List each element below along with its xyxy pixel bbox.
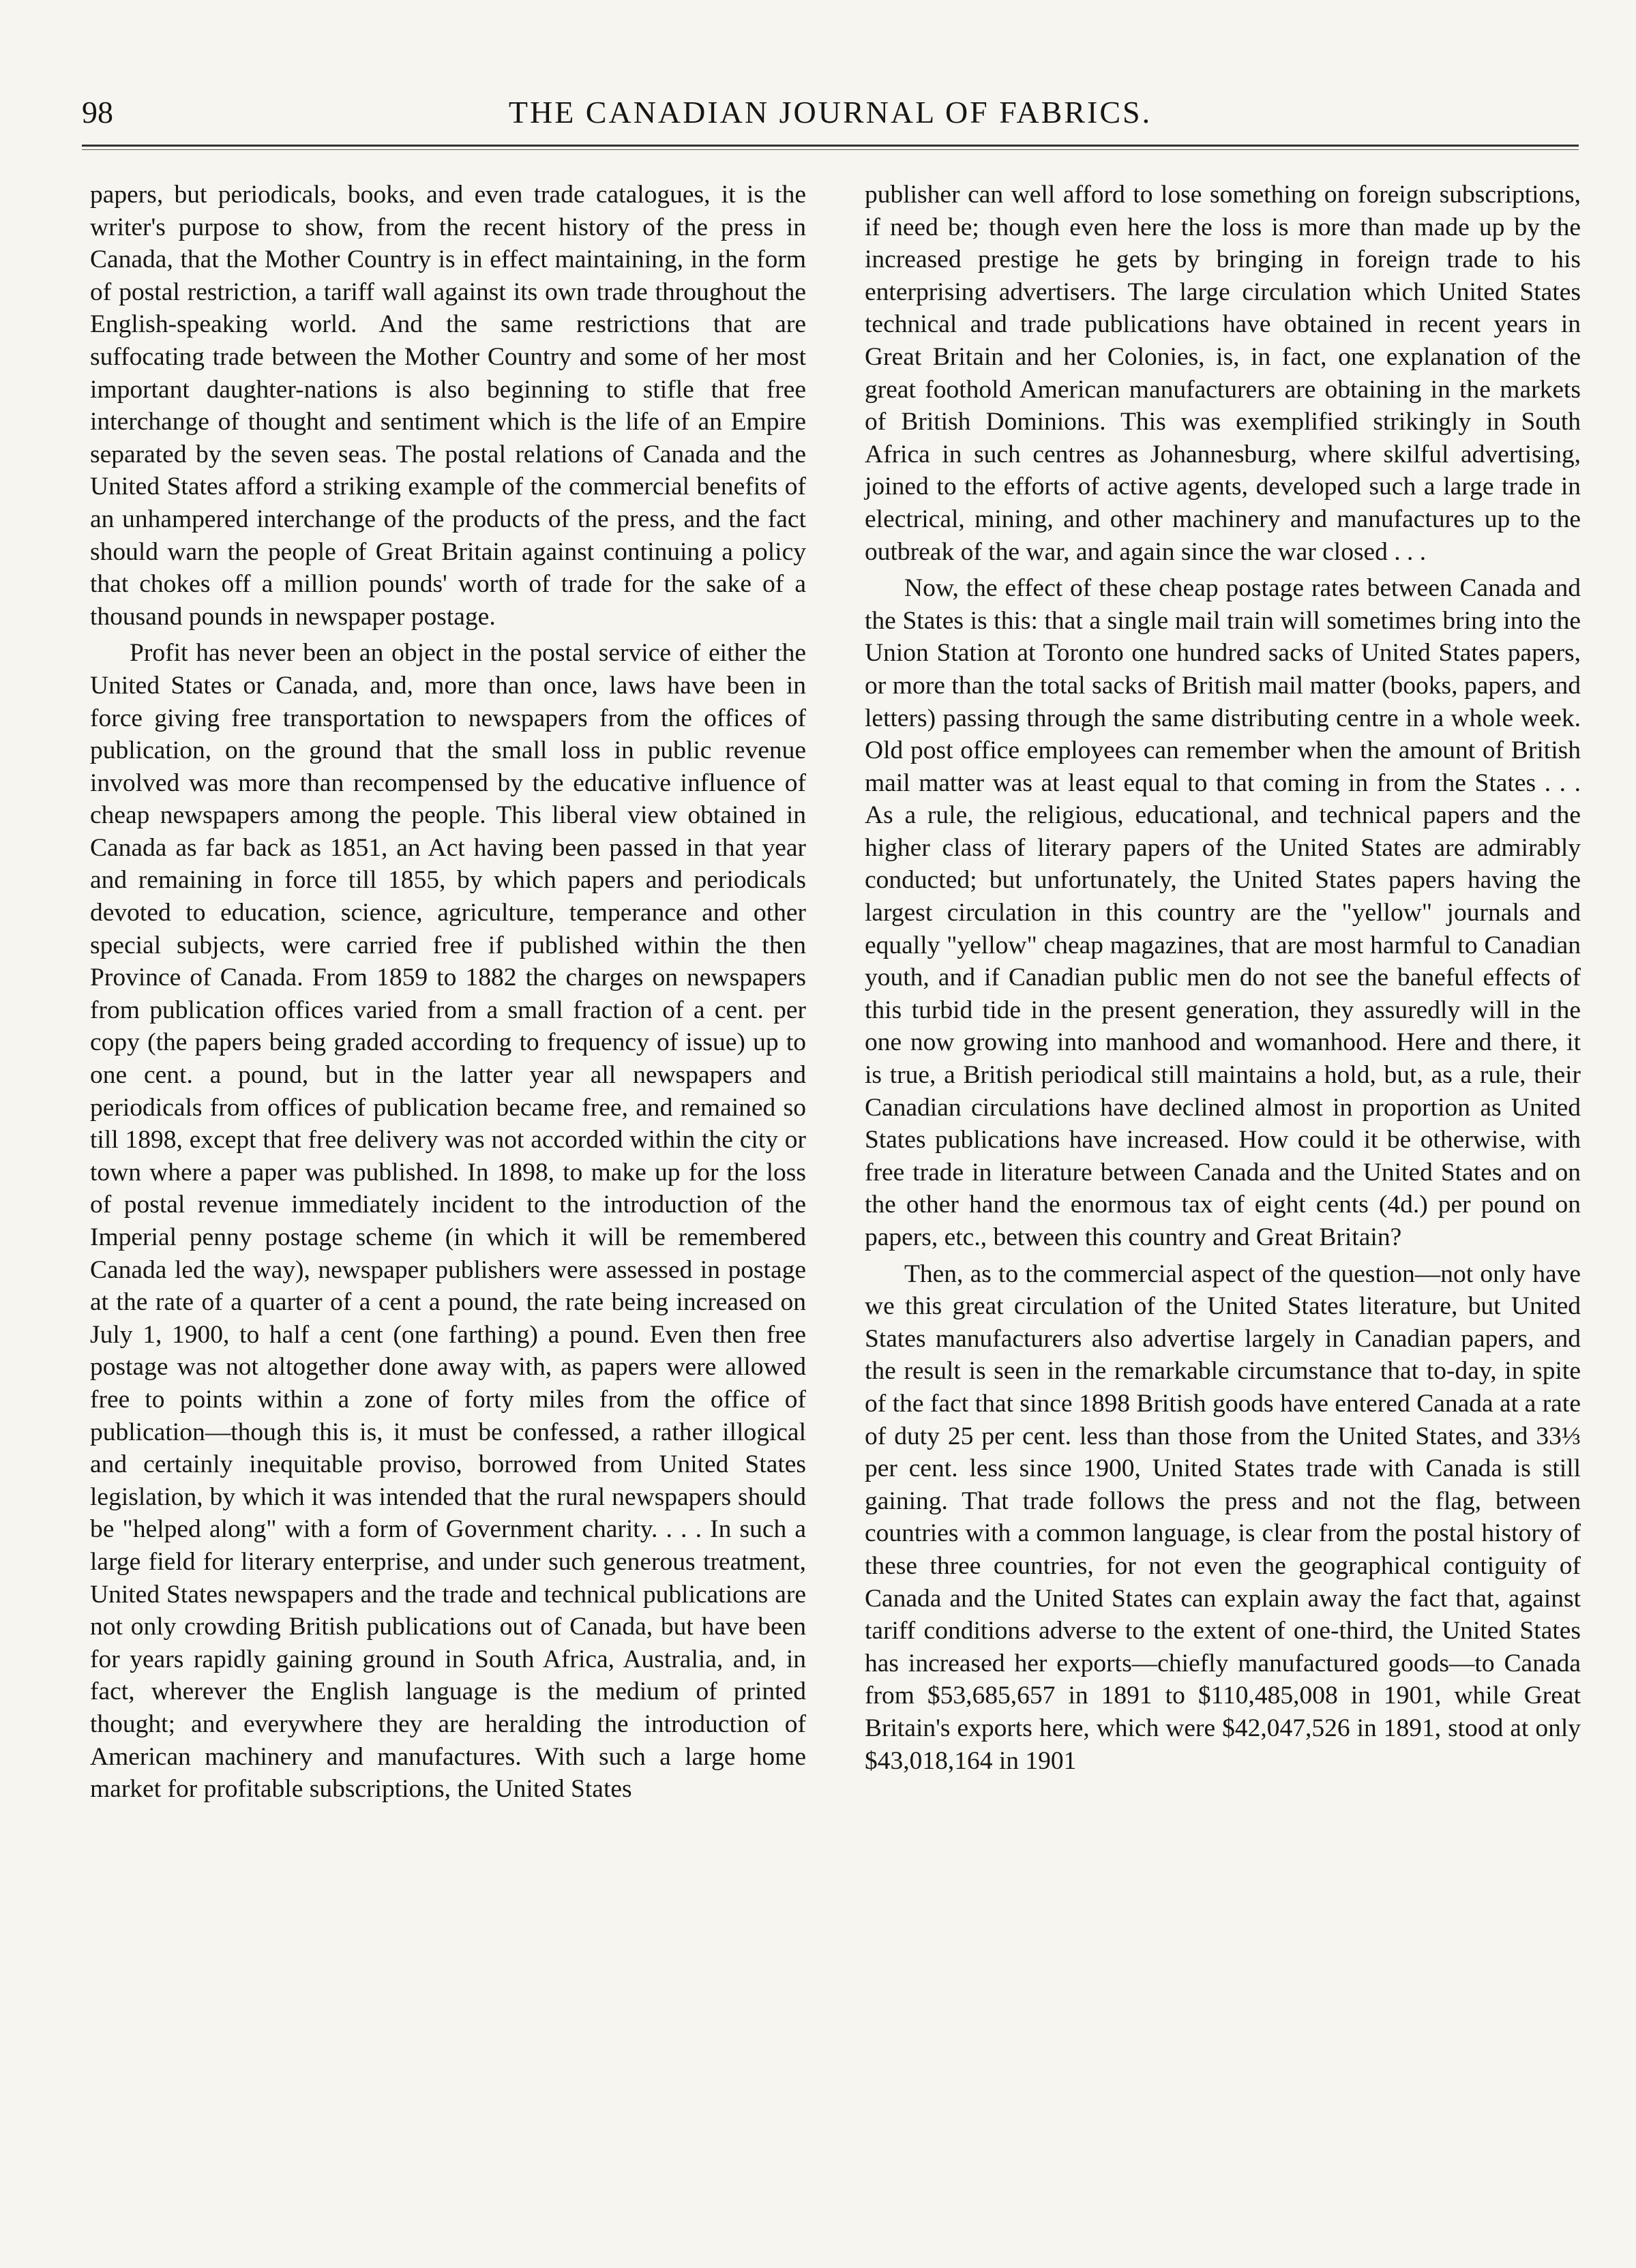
header-rule xyxy=(82,145,1579,150)
right-column xyxy=(865,179,1581,1777)
paragraph: Profit has never been an object in the postal service of either the United States or Canada, and, more than once, laws have been in force giving free transportation to newspapers from the offices of publication, on the ground that the small loss in public revenue involved was more than recompensed by the educative influence of cheap newspapers among the people. This liberal view obtained in Canada as far back as 1851, an Act having been passed in that year and remaining in force till 1855, by which papers and periodicals devoted to education, science, agriculture, temperance and other special subjects, were carried free if published within the then Province of Canada. From 1859 to 1882 the charges on newspapers from publication offices varied from a small fraction of a cent. per copy (the papers being graded according to frequency of issue) up to one cent. a pound, but in the latter year all newspapers and periodicals from offices of publication became free, and remained so till 1898, except that free delivery was not accorded within the city or town where a paper was published. In 1898, to make up for the loss of postal revenue immediately incident to the introduction of the Imperial penny postage scheme (in which it will be remembered Canada led the way), newspaper publishers were assessed in postage at the rate of a quarter of a cent a pound, the rate being increased on July 1, 1900, to half a cent (one farthing) a pound. Even then free postage was not altogether done away with, as papers were allowed free to points within a zone of forty miles from the office of publication—though this is, it must be confessed, a rather illogical and certainly inequitable proviso, borrowed from United States legislation, by which it was intended that the rural newspapers should be "helped along" with a form of Government charity. . . . In such a large field for literary enterprise, and under such generous treatment, United States newspapers and the trade and technical publications are not only crowding British publications out of Canada, but have been for years rapidly gaining ground in South Africa, Australia, and, in fact, wherever the English language is the medium of printed thought; and everywhere they are heralding the introduction of American machinery and manufactures. With such a large home market for profitable subscriptions, the United States xyxy=(90,639,806,1804)
paragraph: publisher can well afford to lose something on foreign subscriptions, if need be; though even here the loss is more than made up by the increased prestige he gets by bringing in foreign trade to his enterprising advertisers. The large circulation which United States technical and trade publications have obtained in recent years in Great Britain and her Colonies, is, in fact, one explanation of the great foothold American manufacturers are obtaining in the markets of British Dominions. This was exemplified strikingly in South Africa in such centres as Johannesburg, where skilful advertising, joined to the efforts of active agents, developed such a large trade in electrical, mining, and other machinery and manufactures up to the outbreak of the war, and again since the war closed . . . xyxy=(865,181,1581,566)
paragraph: Now, the effect of these cheap postage rates between Canada and the States is this: that a single mail train will sometimes bring into the Union Station at Toronto one hundred sacks of United States papers, or more than the total sacks of British mail matter (books, papers, and letters) passing through the same distributing centre in a whole week. Old post office employees can remember when the amount of British mail matter was at least equal to that coming in from the States . . . As a rule, the religious, educational, and technical papers and the higher class of literary papers of the United States are admirably conducted; but unfortunately, the United States papers having the largest circulation in this country are the "yellow" journals and equally "yellow" cheap magazines, that are most harmful to Canadian youth, and if Canadian public men do not see the baneful effects of this turbid tide in the present generation, they assuredly will in the one now growing into manhood and womanhood. Here and there, it is true, a British periodical still maintains a hold, but, as a rule, their Canadian circulations have declined almost in proportion as United States publications have increased. How could it be otherwise, with free trade in literature between Canada and the United States and on the other hand the enormous tax of eight cents (4d.) per pound on papers, etc., between this country and Great Britain? xyxy=(865,574,1581,1251)
page-number: 98 xyxy=(82,95,113,130)
paragraph: papers, but periodicals, books, and even trade catalogues, it is the writer's purpose to show, from the recent history of the press in Canada, that the Mother Country is in effect maintaining, in the form of postal restriction, a tariff wall against its own trade throughout the English-speaking world. And the same restrictions that are suffocating trade between the Mother Country and some of her most important daughter-nations is also beginning to stifle that free interchange of thought and sentiment which is the life of an Empire separated by the seven seas. The postal relations of Canada and the United States afford a striking example of the commercial benefits of an unhampered interchange of the products of the press, and the fact should warn the people of Great Britain against continuing a policy that chokes off a million pounds' worth of trade for the sake of a thousand pounds in newspaper postage. xyxy=(90,181,806,631)
left-column xyxy=(90,179,806,1806)
paragraph: Then, as to the commercial aspect of the question—not only have we this great circulation of the United States literature, but United States manufacturers also advertise largely in Canadian papers, and the result is seen in the remarkable circumstance that to-day, in spite of the fact that since 1898 British goods have entered Canada at a rate of duty 25 per cent. less than those from the United States, and 33⅓ per cent. less since 1900, United States trade with Canada is still gaining. That trade follows the press and not the flag, between countries with a common language, is clear from the postal history of these three countries, for not even the geographical contiguity of Canada and the United States can explain away the fact that, against tariff conditions adverse to the extent of one-third, the United States has increased her exports—chiefly manufactured goods—to Canada from $53,685,657 in 1891 to $110,485,008 in 1901, while Great Britain's exports here, which were $42,047,526 in 1891, stood at only $43,018,164 in 1901 xyxy=(865,1259,1581,1775)
journal-title: THE CANADIAN JOURNAL OF FABRICS. xyxy=(508,95,1152,130)
page-header xyxy=(82,94,1579,135)
